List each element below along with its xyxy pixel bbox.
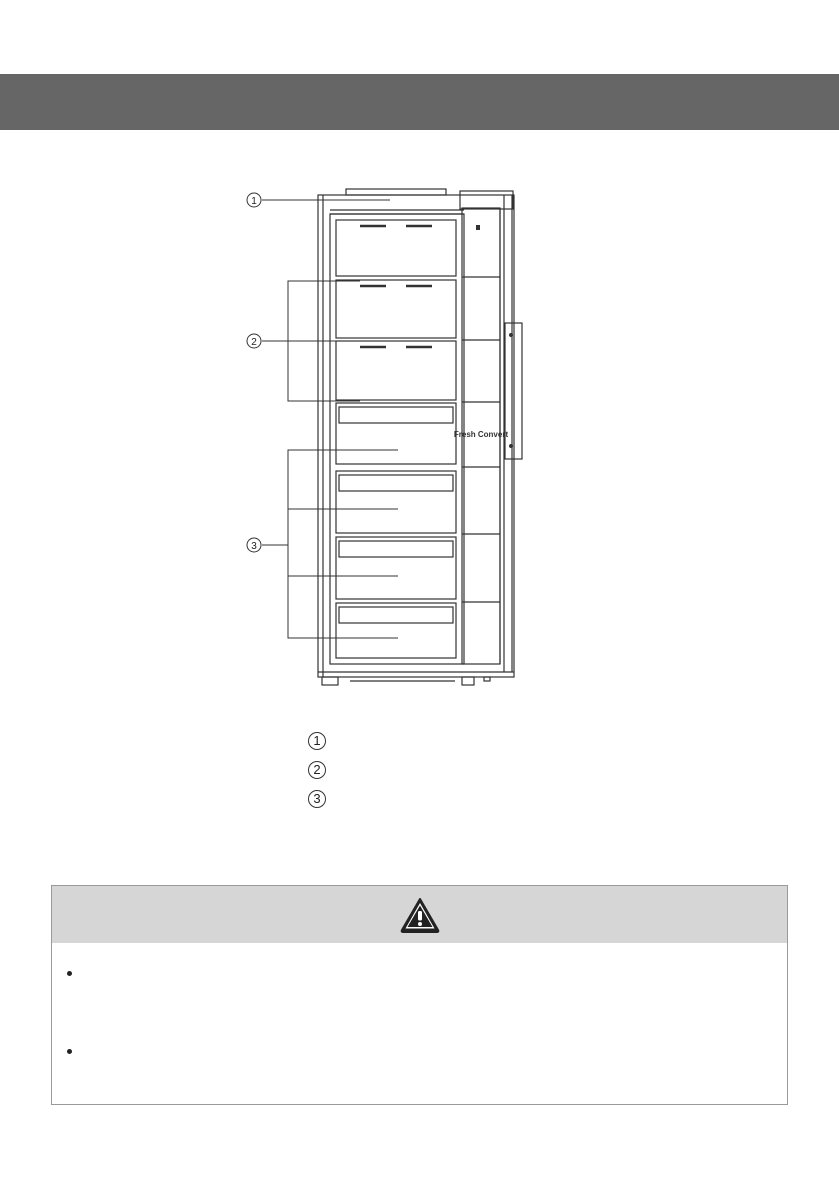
shelf-top <box>336 220 456 276</box>
base-foot-left <box>322 677 338 685</box>
drawer-4 <box>336 603 456 658</box>
top-hinge <box>346 189 446 195</box>
legend-number: 1 <box>308 732 326 750</box>
drawer-1 <box>336 403 456 464</box>
legend-item <box>308 755 728 784</box>
rear-foot <box>484 677 490 681</box>
legend-number: 2 <box>308 761 326 779</box>
door-top-hinge <box>460 191 513 209</box>
svg-text:2: 2 <box>251 337 257 348</box>
warning-header <box>52 886 787 943</box>
drawer-2 <box>336 471 456 533</box>
shelf-2 <box>336 341 456 400</box>
base-foot-right <box>462 677 474 685</box>
door-logo: Fresh Convert <box>453 430 509 439</box>
legend <box>308 726 728 813</box>
svg-text:3: 3 <box>251 541 257 552</box>
drawer-3 <box>336 537 456 599</box>
legend-number: 3 <box>308 790 326 808</box>
bullet-marker <box>67 971 72 976</box>
legend-item <box>308 784 728 813</box>
shelf-1 <box>336 280 456 338</box>
bullet-marker <box>67 1049 72 1054</box>
warning-box <box>51 885 788 1105</box>
warning-triangle-icon <box>400 897 440 933</box>
callout-2 <box>247 281 360 401</box>
legend-item <box>308 726 728 755</box>
svg-text:1: 1 <box>251 196 257 207</box>
